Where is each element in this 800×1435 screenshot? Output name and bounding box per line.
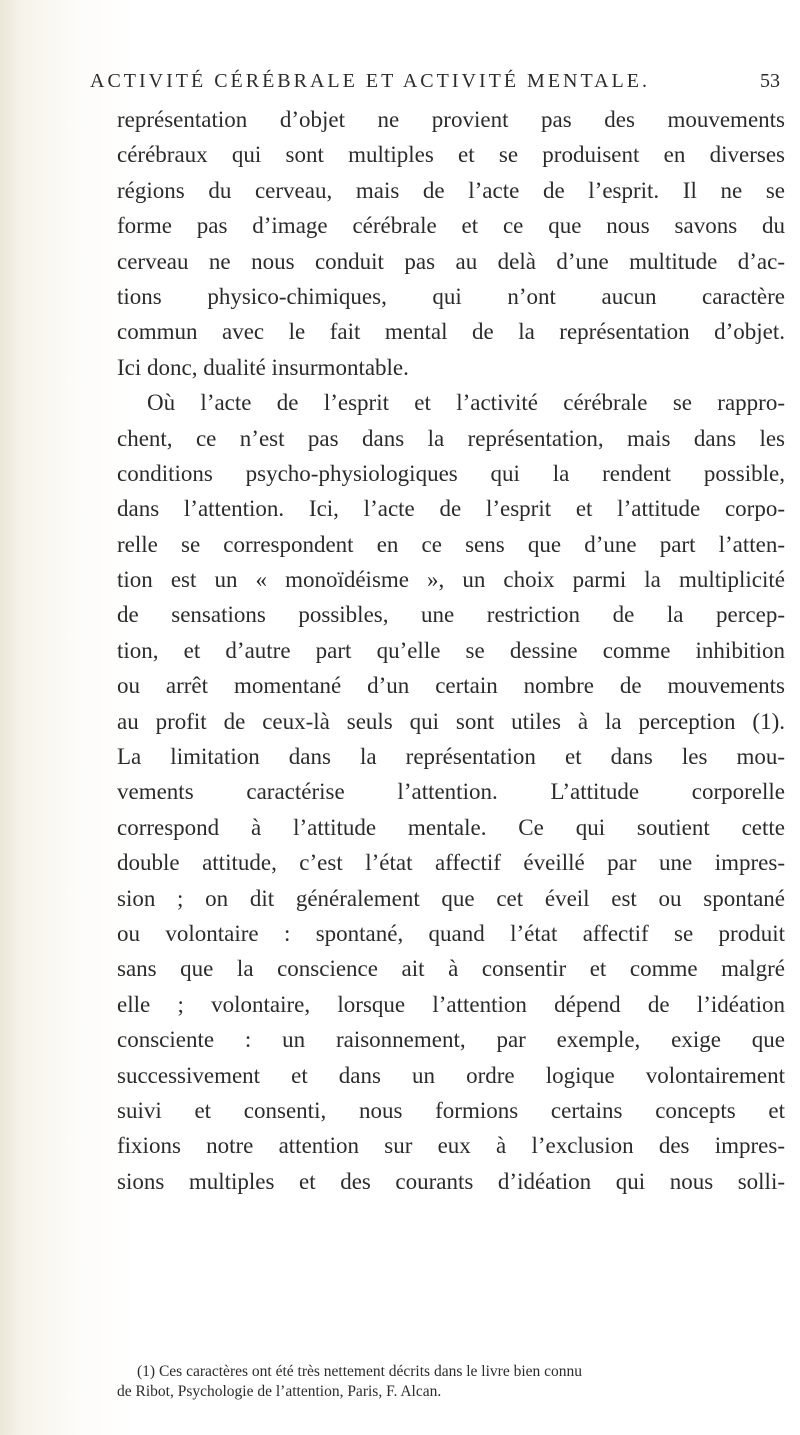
text-line: forme pas d’image cérébrale et ce que nous savons du (117, 213, 785, 239)
footnote-line: (1) Ces caractères ont été très nettement décrits dans le livre bien connu (137, 1363, 583, 1380)
text-line: elle ; volontaire, lorsque l’attention dépend de l’idéation (117, 991, 785, 1017)
text-line: suivi et consenti, nous formions certains concepts et (117, 1097, 785, 1123)
text-line: représentation d’objet ne provient pas des mouvements (117, 107, 785, 132)
body-text (117, 102, 785, 1199)
text-line: cerveau ne nous conduit pas au delà d’une multitude d’ac- (117, 248, 785, 274)
text-line: La limitation dans la représentation et dans les mou- (117, 744, 785, 770)
text-line: consciente : un raisonnement, par exemple, exige que (117, 1027, 785, 1053)
text-line: Où l’acte de l’esprit et l’activité cérébrale se rappro- (147, 390, 785, 416)
text-line: de sensations possibles, une restriction de la percep- (117, 602, 785, 628)
text-line: régions du cerveau, mais de l’acte de l’esprit. Il ne se (117, 177, 785, 203)
text-line: Ici donc, dualité insurmontable. (117, 354, 409, 380)
text-line: cérébraux qui sont multiples et se produisent en diverses (117, 142, 785, 168)
footnote (117, 1362, 785, 1402)
footnote-line: de Ribot, Psychologie de l’attention, Paris, F. Alcan. (117, 1383, 442, 1400)
text-line: tion, et d’autre part qu’elle se dessine comme inhibition (117, 637, 785, 663)
header-title: ACTIVITÉ CÉRÉBRALE ET ACTIVITÉ MENTALE. (90, 70, 650, 92)
text-line: tions physico-chimiques, qui n’ont aucun caractère (117, 283, 785, 309)
text-line: successivement et dans un ordre logique volontairement (117, 1062, 785, 1088)
text-line: vements caractérise l’attention. L’attitude corporelle (117, 779, 785, 805)
text-line: tion est un « monoïdéisme », un choix parmi la multiplicité (117, 567, 785, 593)
text-line: double attitude, c’est l’état affectif éveillé par une impres- (117, 850, 785, 876)
text-line: sans que la conscience ait à consentir et comme malgré (117, 956, 785, 982)
text-line: ou volontaire : spontané, quand l’état affectif se produit (117, 920, 785, 946)
text-line: conditions psycho-physiologiques qui la rendent possible, (117, 460, 785, 486)
text-line: commun avec le fait mental de la représentation d’objet. (117, 319, 785, 345)
text-line: sions multiples et des courants d’idéation qui nous solli- (117, 1168, 785, 1194)
text-line: fixions notre attention sur eux à l’exclusion des impres- (117, 1133, 785, 1159)
text-line: dans l’attention. Ici, l’acte de l’esprit et l’attitude corpo- (117, 496, 785, 522)
text-line: correspond à l’attitude mentale. Ce qui soutient cette (117, 814, 785, 840)
text-line: au profit de ceux-là seuls qui sont utiles à la perception (1). (117, 708, 785, 734)
text-line: chent, ce n’est pas dans la représentation, mais dans les (117, 425, 785, 451)
text-line: relle se correspondent en ce sens que d’une part l’atten- (117, 531, 785, 557)
page-number: 53 (760, 70, 780, 92)
text-line: sion ; on dit généralement que cet éveil est ou spontané (117, 885, 785, 911)
running-header (90, 70, 780, 100)
text-line: ou arrêt momentané d’un certain nombre de mouvements (117, 673, 785, 699)
